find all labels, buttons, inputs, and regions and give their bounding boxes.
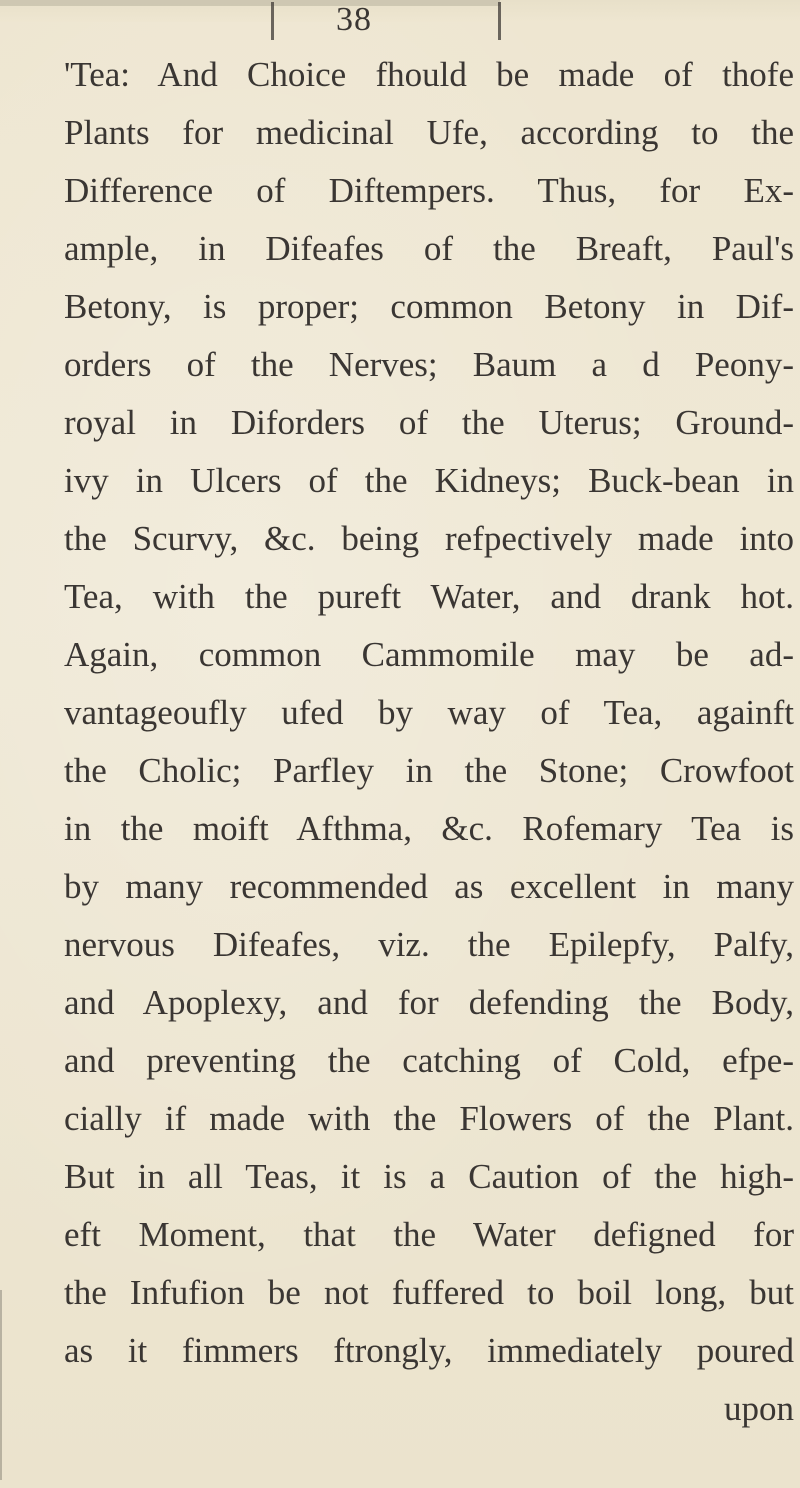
binding-edge-mark bbox=[0, 1290, 20, 1480]
page-number: 38 bbox=[336, 1, 372, 38]
text-line: by many recommended as excellent in many bbox=[64, 867, 794, 906]
text-line: ample, in Difeafes of the Breaft, Paul's bbox=[64, 229, 794, 268]
text-line: the Infufion be not fuffered to boil long, but bbox=[64, 1273, 794, 1312]
text-line: vantageoufly ufed by way of Tea, againft bbox=[64, 693, 794, 732]
catchword: upon bbox=[724, 1389, 794, 1428]
text-line: as it fimmers ftrongly, immediately poured bbox=[64, 1331, 794, 1370]
text-line: Again, common Cammomile may be ad- bbox=[64, 635, 794, 674]
text-line: royal in Diforders of the Uterus; Ground- bbox=[64, 403, 794, 442]
text-line: 'Tea: And Choice fhould be made of thofe bbox=[64, 55, 794, 94]
text-line: orders of the Nerves; Baum a d Peony- bbox=[64, 345, 794, 384]
text-line: cially if made with the Flowers of the Plant. bbox=[64, 1099, 794, 1138]
body-text bbox=[64, 46, 794, 1438]
text-line: But in all Teas, it is a Caution of the high- bbox=[64, 1157, 794, 1196]
text-line: Betony, is proper; common Betony in Dif- bbox=[64, 287, 794, 326]
text-line: Tea, with the pureft Water, and drank hot. bbox=[64, 577, 794, 616]
text-line: Plants for medicinal Ufe, according to the bbox=[64, 113, 794, 152]
text-line: in the moift Afthma, &c. Rofemary Tea is bbox=[64, 809, 794, 848]
text-line: and preventing the catching of Cold, efpe- bbox=[64, 1041, 794, 1080]
text-line: the Cholic; Parfley in the Stone; Crowfoot bbox=[64, 751, 794, 790]
text-line: ivy in Ulcers of the Kidneys; Buck-bean in bbox=[64, 461, 794, 500]
text-line: eft Moment, that the Water defigned for bbox=[64, 1215, 794, 1254]
text-line: the Scurvy, &c. being refpectively made into bbox=[64, 519, 794, 558]
text-line: Difference of Diftempers. Thus, for Ex- bbox=[64, 171, 794, 210]
text-line: and Apoplexy, and for defending the Body, bbox=[64, 983, 794, 1022]
folio-frame bbox=[271, 2, 501, 40]
text-line: nervous Difeafes, viz. the Epilepfy, Palfy, bbox=[64, 925, 794, 964]
